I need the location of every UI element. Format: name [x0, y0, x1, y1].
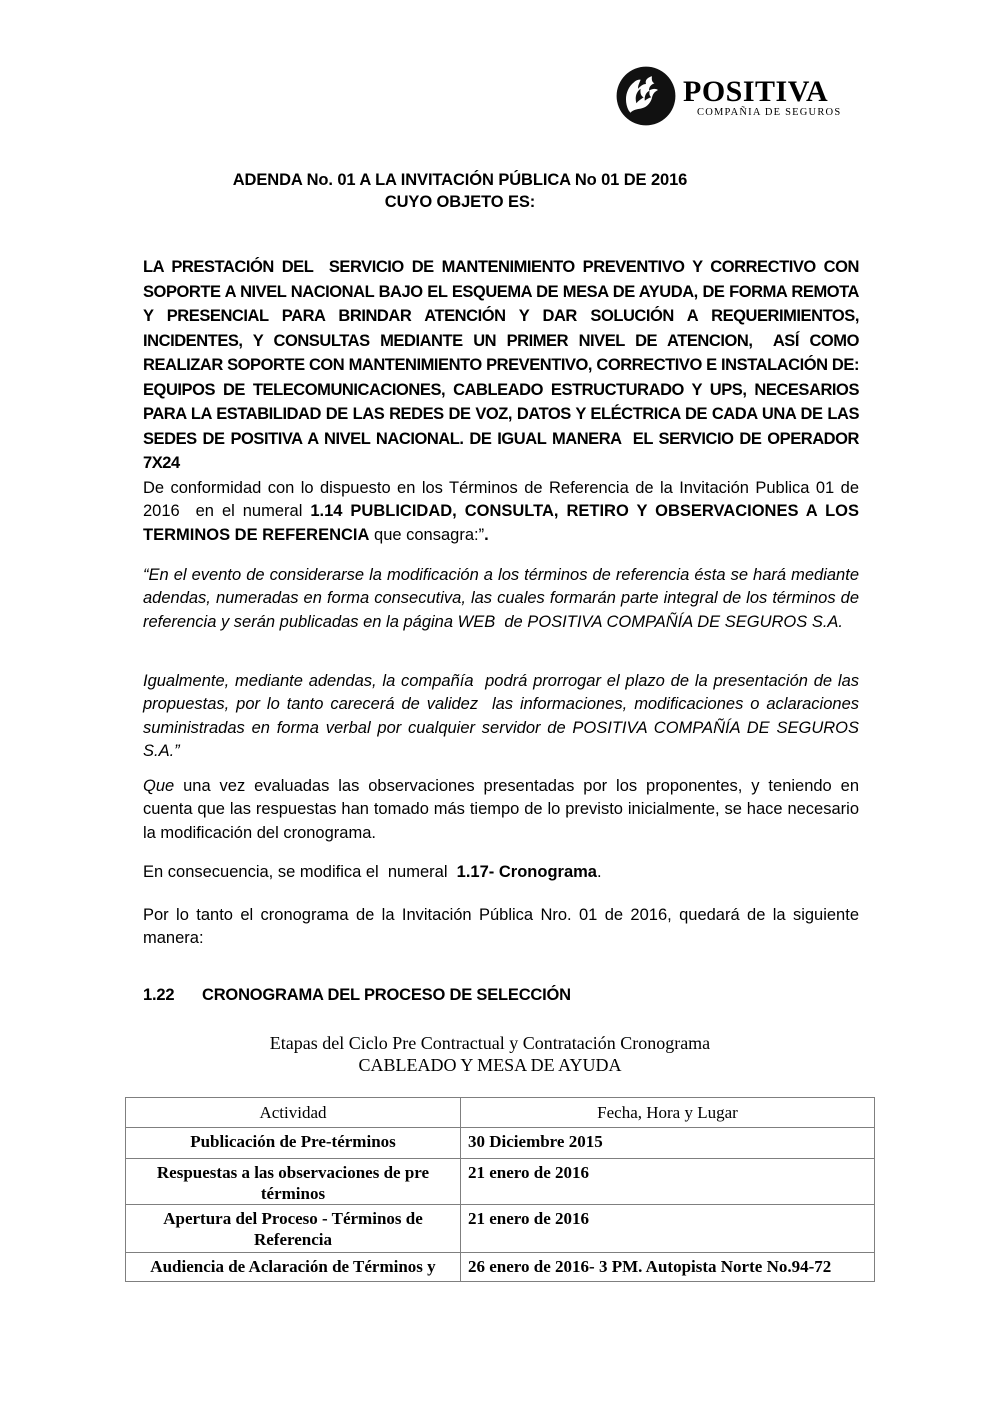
paragraph-consecuencia — [143, 861, 859, 884]
quote-paragraph-2: Igualmente, mediante adendas, la compañía podrá prorrogar el plazo de la presentación de las propuestas, por lo tanto carecerá de validez las informaciones, modificaciones o aclaraciones suministradas en forma verbal por cualquier servidor de POSITIVA COMPAÑÍA DE SEGUROS S.A.” — [143, 672, 864, 760]
conformidad-pre: De conformidad con lo dispuesto en los Términos de Referencia de la Invitación Publica 01 de 2016 en el numeral — [143, 479, 864, 521]
document-title — [0, 169, 920, 213]
cronograma-table — [125, 1097, 875, 1282]
activity-cell: Publicación de Pre-términos — [126, 1128, 461, 1159]
cronograma-subtitles — [0, 1032, 980, 1076]
table-row — [126, 1253, 875, 1282]
paragraph-conformidad — [143, 477, 864, 547]
logo-brand: POSITIVA — [683, 75, 829, 108]
table-row — [126, 1205, 875, 1253]
date-cell: 21 enero de 2016 — [461, 1205, 875, 1253]
consecuencia-pre: En consecuencia, se modifica el numeral — [143, 863, 457, 881]
table-header-fecha: Fecha, Hora y Lugar — [461, 1098, 875, 1128]
logo-text — [683, 66, 841, 118]
paragraph-que — [143, 775, 864, 845]
title-line-1: ADENDA No. 01 A LA INVITACIÓN PÚBLICA No 01 DE 2016 — [232, 171, 688, 189]
date-cell: 26 enero de 2016- 3 PM. Autopista Norte No.94-72 — [461, 1253, 875, 1282]
table-header-actividad: Actividad — [126, 1098, 461, 1128]
paragraph-por-lo-tanto: Por lo tanto el cronograma de la Invitación Pública Nro. 01 de 2016, quedará de la siguiente manera: — [143, 906, 864, 948]
cronograma-subtitle-2: CABLEADO Y MESA DE AYUDA — [358, 1055, 622, 1075]
positiva-logo — [616, 66, 841, 126]
table-header-row — [126, 1098, 875, 1128]
table-row — [126, 1159, 875, 1205]
activity-cell: Respuestas a las observaciones de pre términos — [126, 1159, 461, 1205]
title-line-2: CUYO OBJETO ES: — [384, 193, 536, 211]
conformidad-period: . — [484, 525, 489, 544]
cronograma-subtitle-1: Etapas del Ciclo Pre Contractual y Contratación Cronograma — [269, 1033, 711, 1053]
section-heading-1-22 — [143, 986, 571, 1005]
activity-cell: Audiencia de Aclaración de Términos y — [126, 1253, 461, 1282]
object-paragraph: LA PRESTACIÓN DEL SERVICIO DE MANTENIMIENTO PREVENTIVO Y CORRECTIVO CON SOPORTE A NIVEL NACIONAL BAJO EL ESQUEMA DE MESA DE AYUDA, DE FORMA REMOTA Y PRESENCIAL PARA BRINDAR ATENCIÓN Y DAR SOLUCIÓN A REQUERIMIENTOS, INCIDENTES, Y CONSULTAS MEDIANTE UN PRIMER NIVEL DE ATENCION, ASÍ COMO REALIZAR SOPORTE CON MANTENIMIENTO PREVENTIVO, CORRECTIVO E INSTALACIÓN DE: EQUIPOS DE TELECOMUNICACIONES, CABLEADO ESTRUCTURADO Y UPS, NECESARIOS PARA LA ESTABILIDAD DE LAS REDES DE VOZ, DATOS Y ELÉCTRICA DE CADA UNA DE LAS SEDES DE POSITIVA A NIVEL NACIONAL. DE IGUAL MANERA EL SERVICIO DE OPERADOR 7X24 — [143, 258, 868, 472]
que-lead-italic: Que — [143, 777, 175, 795]
positiva-swirl-icon — [616, 66, 676, 126]
section-number: 1.22 — [143, 986, 175, 1004]
date-cell: 21 enero de 2016 — [461, 1159, 875, 1205]
consecuencia-post: . — [596, 863, 602, 881]
numeral-1-14-bold: 1.14 PUBLICIDAD, CONSULTA, RETIRO Y OBSERVACIONES A LOS TERMINOS DE REFERENCIA — [143, 502, 864, 544]
numeral-1-17-bold: 1.17- Cronograma — [456, 863, 597, 881]
logo-tagline: COMPAÑIA DE SEGUROS — [697, 107, 842, 118]
conformidad-post: que consagra:” — [369, 525, 485, 544]
section-heading-text: CRONOGRAMA DEL PROCESO DE SELECCIÓN — [202, 986, 571, 1004]
table-row — [126, 1128, 875, 1159]
date-cell: 30 Diciembre 2015 — [461, 1128, 875, 1159]
quote-paragraph-1: “En el evento de considerarse la modificación a los términos de referencia ésta se hará mediante adendas, numeradas en forma consecutiva, las cuales formarán parte integral de los términos de referencia y serán publicadas en la página WEB de POSITIVA COMPAÑÍA DE SEGUROS S.A. — [143, 566, 864, 631]
que-rest: una vez evaluadas las observaciones presentadas por los proponentes, y teniendo en cuenta que las respuestas han tomado más tiempo de lo previsto inicialmente, se hace necesario la modificación del cronograma. — [143, 777, 864, 842]
activity-cell: Apertura del Proceso - Términos de Referencia — [126, 1205, 461, 1253]
